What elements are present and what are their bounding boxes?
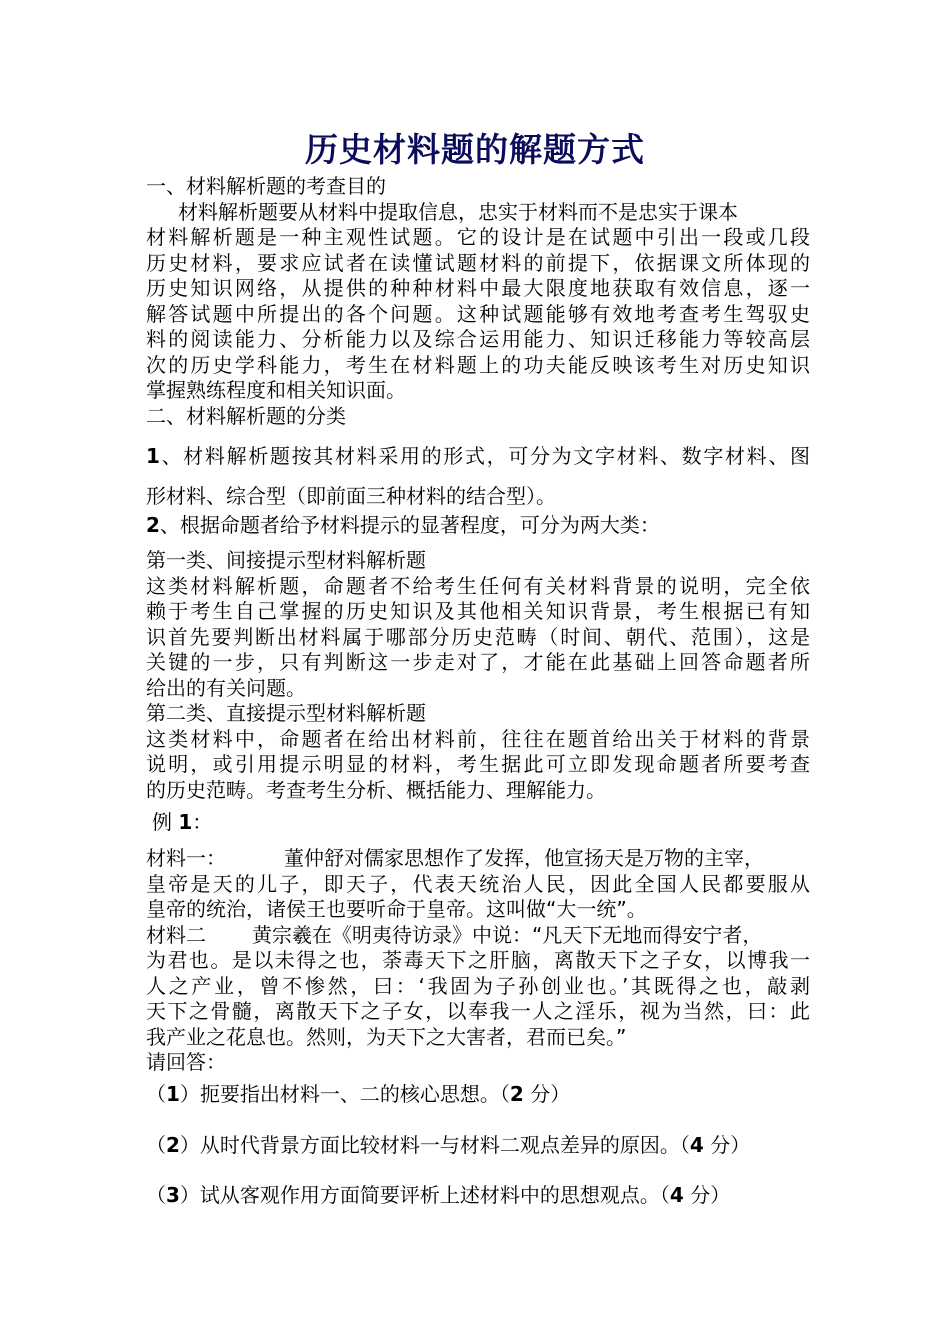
- question-2: （2）从时代背景方面比较材料一与材料二观点差异的原因。（4 分）: [146, 1133, 751, 1157]
- paragraph-line: 这类材料中，命题者在给出材料前，往往在题首给出关于材料的背景: [146, 726, 810, 751]
- paragraph-line: 赖于考生自己掌握的历史知识及其他相关知识背景，考生根据已有知: [146, 599, 810, 623]
- paragraph-line: 历史知识网络，从提供的种种材料中最大限度地获取有效信息，逐一: [146, 276, 810, 300]
- section-heading: 一、材料解析题的考查目的: [146, 174, 386, 198]
- paragraph-line: 料的阅读能力、分析能力以及综合运用能力、知识迁移能力等较高层: [146, 327, 810, 351]
- example-materials: [146, 846, 810, 1076]
- paragraph-line: 为君也。是以未得之也，荼毒天下之肝脑，离散天下之子女，以博我一: [146, 948, 810, 972]
- example-label: 例 1：: [152, 810, 213, 834]
- paragraph-line: 的历史范畴。考查考生分析、概括能力、理解能力。: [146, 777, 606, 802]
- material-1-first-line: 材料一： 董仲舒对儒家思想作了发挥，他宣扬天是万物的主宰，: [146, 846, 764, 870]
- question-1: （1）扼要指出材料一、二的核心思想。（2 分）: [146, 1082, 571, 1106]
- paragraph-line: 材料解析题是一种主观性试题。它的设计是在试题中引出一段或几段: [146, 225, 810, 249]
- paragraph-line: 1、材料解析题按其材料采用的形式，可分为文字材料、数字材料、图: [146, 444, 810, 468]
- paragraph-line: 这类材料解析题，命题者不给考生任何有关材料背景的说明，完全依: [146, 573, 810, 598]
- paragraph-line: 2、根据命题者给予材料提示的显著程度，可分为两大类：: [146, 513, 660, 537]
- subheading: 第二类、直接提示型材料解析题: [146, 701, 426, 725]
- paragraph-line: 人之产业，曾不惨然，曰：‘我固为子孙创业也。’其既得之也，敲剥: [146, 973, 810, 998]
- paragraph-line: 关键的一步，只有判断这一步走对了，才能在此基础上回答命题者所: [146, 650, 810, 674]
- paragraph-line: 解答试题中所提出的各个问题。这种试题能够有效地考查考生驾驭史: [146, 301, 810, 326]
- classification-item-2: [146, 511, 810, 539]
- paragraph-line: 材料解析题要从材料中提取信息，忠实于材料而不是忠实于课本: [178, 199, 738, 224]
- material-label: 材料二: [146, 922, 206, 947]
- paragraph-line: 历史材料，要求应试者在读懂试题材料的前提下，依据课文所体现的: [146, 250, 810, 275]
- section1: [146, 174, 810, 429]
- item-number: 1: [146, 444, 160, 468]
- paragraph-line: 皇帝是天的儿子，即天子，代表天统治人民，因此全国人民都要服从: [146, 871, 810, 896]
- subheading: 第一类、间接提示型材料解析题: [146, 548, 426, 572]
- paragraph-line: 次的历史学科能力，考生在材料题上的功夫能反映该考生对历史知识: [146, 352, 810, 377]
- paragraph-line: 天下之骨髓，离散天下之子女，以奉我一人之淫乐，视为当然，曰：此: [146, 999, 810, 1023]
- paragraph-line: 识首先要判断出材料属于哪部分历史范畴（时间、朝代、范围），这是: [146, 624, 810, 649]
- page-title: 历史材料题的解题方式: [305, 130, 645, 169]
- paragraph-line: 皇帝的统治，诸侯王也要听命于皇帝。这叫做“大一统”。: [146, 897, 647, 921]
- material-label: 材料一：: [146, 846, 226, 870]
- paragraph-line: 形材料、综合型（即前面三种材料的结合型）。: [146, 484, 556, 508]
- paragraph-line: 掌握熟练程度和相关知识面。: [146, 378, 406, 402]
- classification-types: [146, 548, 810, 803]
- paragraph-line: 说明，或引用提示明显的材料，考生据此可立即发现命题者所要考查: [146, 752, 810, 776]
- classification-item-1: [146, 436, 810, 516]
- material-2-first-line: 材料二 黄宗羲在《明夷待访录》中说：“凡天下无地而得安宁者，: [146, 922, 763, 947]
- section-heading: 二、材料解析题的分类: [146, 403, 346, 428]
- paragraph-line: 我产业之花息也。然则，为天下之大害者，君而已矣。”: [146, 1024, 627, 1049]
- paragraph-line: 给出的有关问题。: [146, 675, 306, 700]
- question-3: （3）试从客观作用方面简要评析上述材料中的思想观点。（4 分）: [146, 1183, 731, 1207]
- answer-prompt: 请回答：: [146, 1050, 226, 1074]
- item-number: 2: [146, 513, 160, 537]
